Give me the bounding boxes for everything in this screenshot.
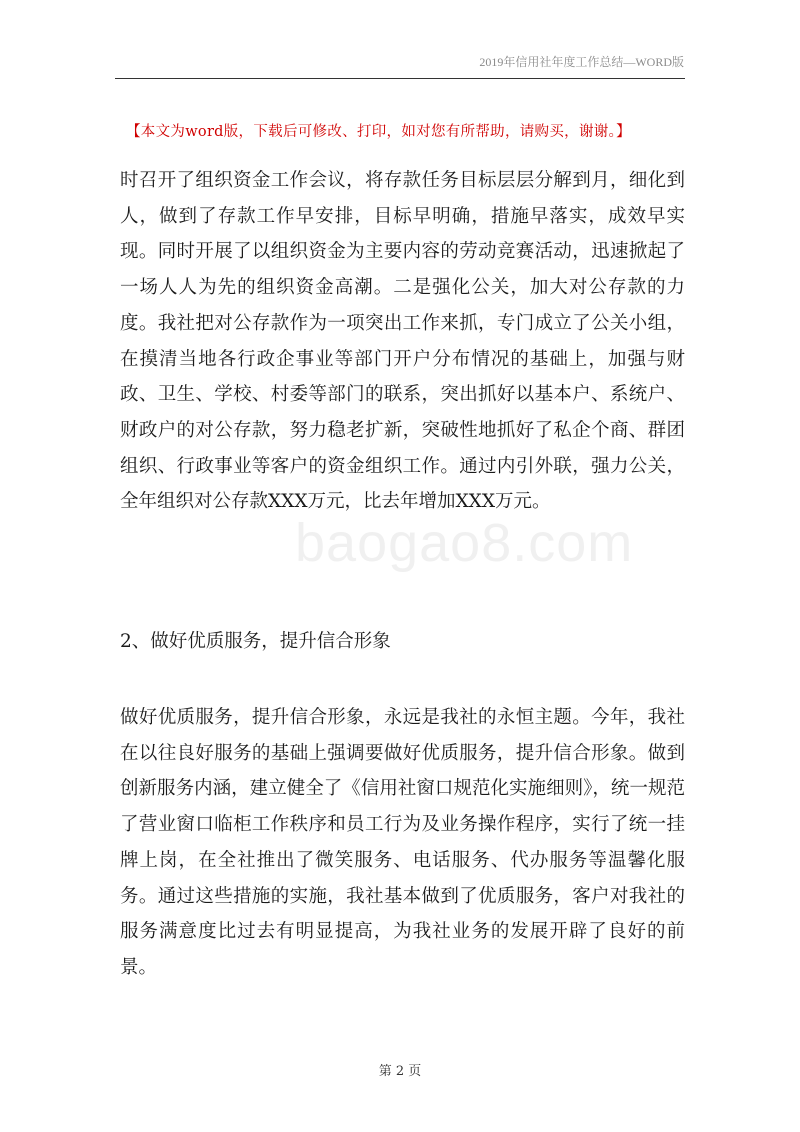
body-paragraph-2: 做好优质服务，提升信合形象，永远是我社的永恒主题。今年，我社在以往良好服务的基础上强调要做好优质服务，提升信合形象。做到创新服务内涵，建立健全了《信用社窗口规范化实施细则》，统一规范了营业窗口临柜工作秩序和员工行为及业务操作程序，实行了统一挂牌上岗，在全社推出了微笑服务、电话服务、代办服务等温馨化服务。通过这些措施的实施，我社基本做到了优质服务，客户对我社的服务满意度比过去有明显提高，为我社业务的发展开辟了良好的前景。 (120, 707, 685, 978)
watermark-text: baogao8.com (295, 513, 634, 573)
page-number: 第 2 页 (378, 1064, 422, 1079)
document-header-title: 2019年信用社年度工作总结—WORD版 (479, 55, 684, 69)
section-heading: 2、做好优质服务，提升信合形象 (120, 631, 391, 652)
purchase-notice: 【本文为word版，下载后可修改、打印，如对您有所帮助，请购买，谢谢。】 (126, 124, 631, 140)
body-paragraph-1: 时召开了组织资金工作会议，将存款任务目标层层分解到月，细化到人，做到了存款工作早安排，目标早明确，措施早落实，成效早实现。同时开展了以组织资金为主要内容的劳动竞赛活动，迅速掀起了一场人人为先的组织资金高潮。二是强化公关，加大对公存款的力度。我社把对公存款作为一项突出工作来抓，专门成立了公关小组，在摸清当地各行政企事业等部门开户分布情况的基础上，加强与财政、卫生、学校、村委等部门的联系，突出抓好以基本户、系统户、财政户的对公存款，努力稳老扩新，突破性地抓好了私企个商、群团组织、行政事业等客户的资金组织工作。通过内引外联，强力公关，全年组织对公存款XXX万元，比去年增加XXX万元。 (120, 170, 685, 513)
header-divider (115, 78, 685, 79)
